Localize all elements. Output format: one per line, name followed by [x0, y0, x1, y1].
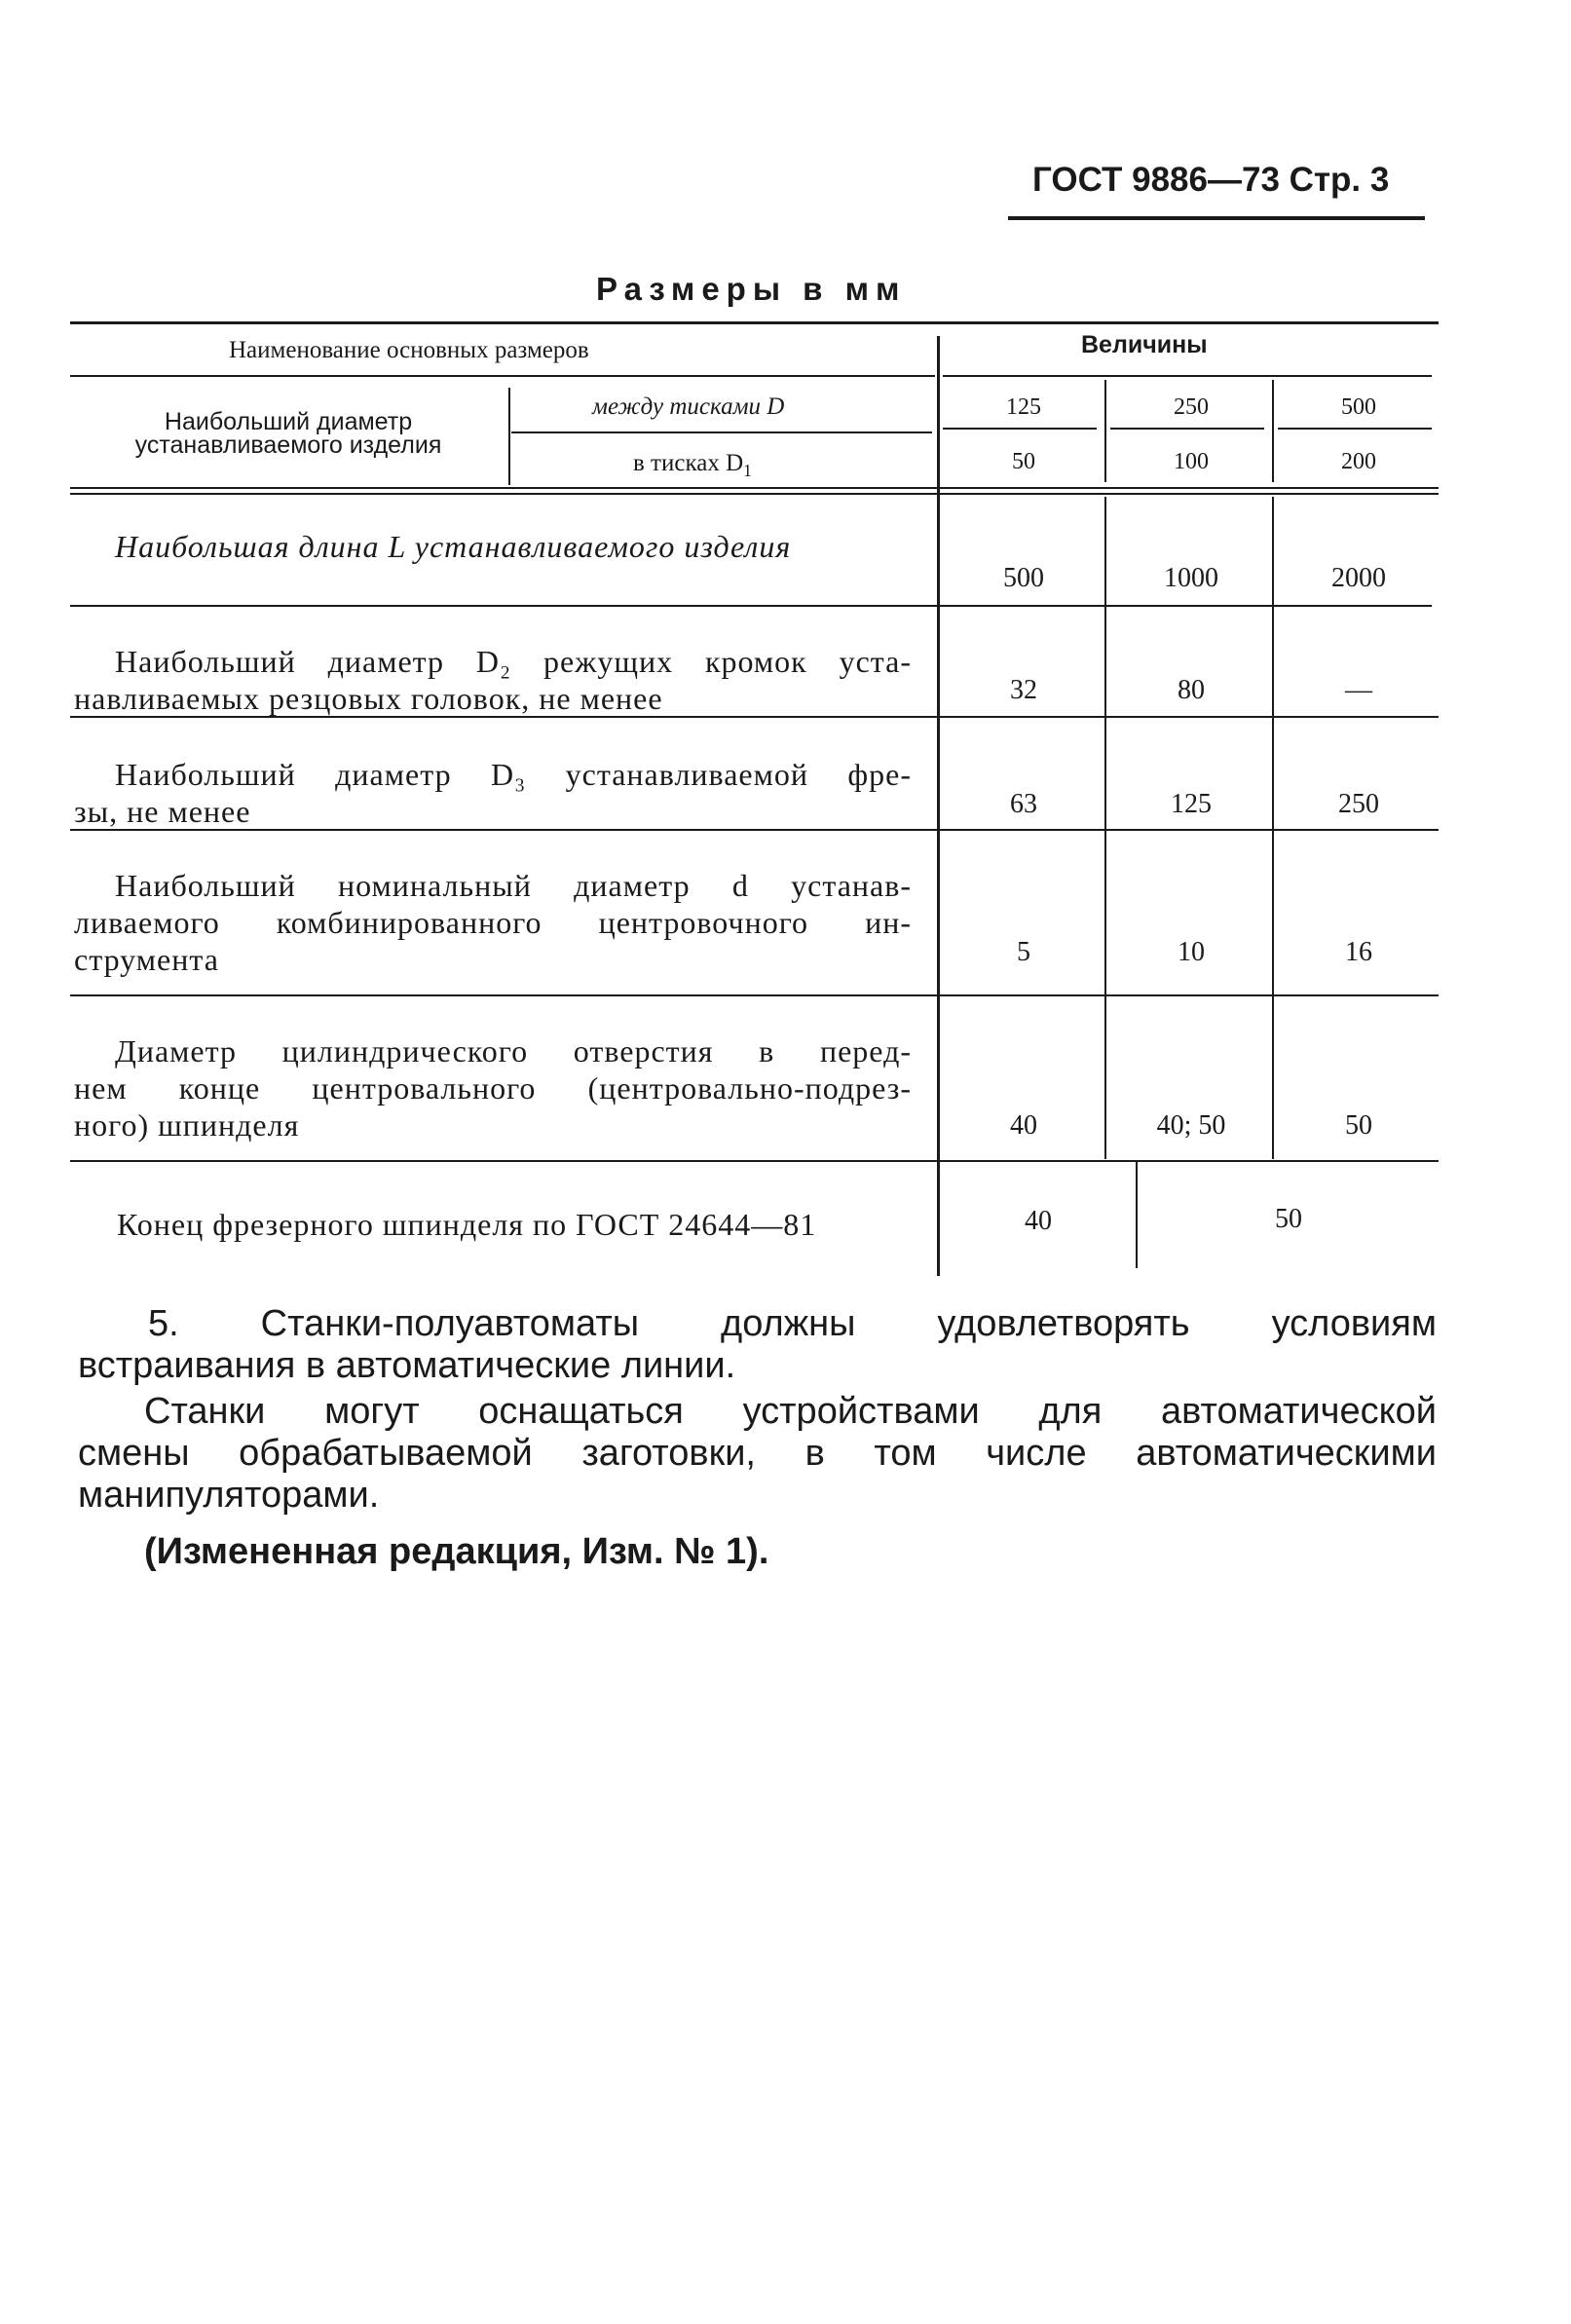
row-cutter-head-line1: Наибольший диаметр D₂ режущих кромок уста-	[115, 644, 912, 679]
row-spindle-bore-value-3: 50	[1345, 1110, 1372, 1141]
max-diameter-label	[74, 407, 503, 460]
row-mill-diameter-value-3: 250	[1338, 789, 1379, 819]
row-mill-diameter-line1: Наибольший диаметр D₃ устанавливаемой фре-	[115, 757, 912, 792]
row-cutter-head-line2: навливаемых резцовых головок, не менее	[74, 681, 663, 716]
sub-row-rule-v1	[943, 428, 1097, 430]
row-cutter-head-value-3: —	[1345, 675, 1372, 705]
row-center-drill-value-1: 5	[1017, 937, 1030, 967]
sub-row-rule-v2	[1110, 428, 1264, 430]
between-vises-value-3: 500	[1341, 394, 1376, 420]
row-center-drill-value-3: 16	[1345, 937, 1372, 967]
in-vises-text: в тисках D	[633, 450, 744, 476]
max-diameter-line1: Наибольший диаметр	[164, 408, 413, 435]
row-max-length-value-2: 1000	[1164, 563, 1218, 593]
row-cutter-head-value-2: 80	[1178, 675, 1205, 705]
in-vises-value-1: 50	[1012, 449, 1035, 474]
header-rule	[1008, 216, 1425, 220]
row4-bottom-rule	[70, 994, 1439, 996]
row-milling-spindle-label: Конец фрезерного шпинделя по ГОСТ 24644—81	[117, 1207, 817, 1242]
row-center-drill-label	[74, 867, 912, 978]
header-col-divider-1	[1104, 380, 1106, 482]
paragraph-5-line2: встраивания в автоматические линии.	[78, 1345, 736, 1386]
row-spindle-bore-line2: нем конце центровального (центровально-подрез-	[74, 1070, 912, 1106]
row-spindle-bore-line1: Диаметр цилиндрического отверстия в перед-	[115, 1033, 912, 1068]
col-divider-tail	[1136, 1161, 1138, 1268]
row-spindle-bore-label	[74, 1032, 912, 1143]
header-bottom-rule-1	[70, 487, 1439, 489]
label-divider	[508, 388, 510, 485]
header-row-rule-right	[943, 375, 1432, 377]
paragraph-5-line1: 5. Станки-полуавтоматы должны удовлетворять условиям	[148, 1303, 1437, 1344]
values-column-header: Величины	[1081, 331, 1208, 358]
row-spindle-bore-line3: ного) шпинделя	[74, 1107, 300, 1143]
row-mill-diameter-label	[74, 756, 912, 830]
row-mill-diameter-line2: зы, не менее	[74, 794, 251, 829]
row-max-length-label: Наибольшая длина L устанавливаемого изделия	[115, 529, 792, 564]
row-spindle-bore-value-2: 40; 50	[1156, 1110, 1226, 1141]
in-vises-label	[633, 450, 752, 481]
row-center-drill-line1: Наибольший номинальный диаметр d устанав-	[115, 868, 912, 903]
sub-row-rule-v3	[1278, 428, 1432, 430]
header-row-rule-left	[70, 375, 935, 377]
row-mill-diameter-value-2: 125	[1171, 789, 1212, 819]
row-cutter-head-value-1: 32	[1010, 675, 1037, 705]
paragraph-6-line1: Станки могут оснащаться устройствами для автоматической	[144, 1391, 1437, 1432]
max-diameter-line2: устанавливаемого изделия	[134, 431, 442, 459]
row-spindle-bore-value-1: 40	[1010, 1110, 1037, 1141]
name-column-header: Наименование основных размеров	[229, 337, 589, 363]
row-center-drill-value-2: 10	[1178, 937, 1205, 967]
page-header: ГОСТ 9886—73 Стр. 3	[1032, 161, 1390, 199]
paragraph-6	[78, 1391, 1437, 1517]
row-mill-diameter-value-1: 63	[1010, 789, 1037, 819]
row-milling-spindle-value-2: 50	[1275, 1204, 1302, 1234]
row-center-drill-line2: ливаемого комбинированного центровочного ин-	[74, 905, 912, 940]
in-vises-value-3: 200	[1341, 449, 1376, 474]
between-vises-label: между тисками D	[592, 394, 785, 420]
in-vises-value-2: 100	[1174, 449, 1209, 474]
header-bottom-rule-2	[70, 493, 1439, 495]
col-divider-2	[1272, 497, 1274, 1159]
col-divider-1	[1104, 497, 1106, 1159]
sub-row-rule-mid	[511, 431, 932, 433]
row-cutter-head-label	[74, 643, 912, 717]
between-vises-value-2: 250	[1174, 394, 1209, 420]
row-center-drill-line3: струмента	[74, 942, 219, 977]
in-vises-subscript: 1	[743, 461, 752, 480]
row5-bottom-rule	[70, 1160, 1439, 1162]
paragraph-6-line3: манипуляторами.	[78, 1475, 380, 1516]
row-max-length-value-3: 2000	[1331, 563, 1386, 593]
header-col-divider-2	[1272, 380, 1274, 482]
table-top-rule	[70, 321, 1439, 324]
table-caption: Размеры в мм	[596, 271, 907, 307]
paragraph-6-line2: смены обрабатываемой заготовки, в том числе автоматическими	[78, 1433, 1437, 1474]
between-vises-value-1: 125	[1006, 394, 1041, 420]
main-divider	[937, 336, 940, 1276]
amendment-note: (Измененная редакция, Изм. № 1).	[144, 1531, 769, 1572]
row-max-length-value-1: 500	[1003, 563, 1044, 593]
row-milling-spindle-value-1: 40	[1025, 1206, 1052, 1236]
paragraph-5	[78, 1303, 1437, 1387]
row1-bottom-rule	[70, 605, 1432, 607]
